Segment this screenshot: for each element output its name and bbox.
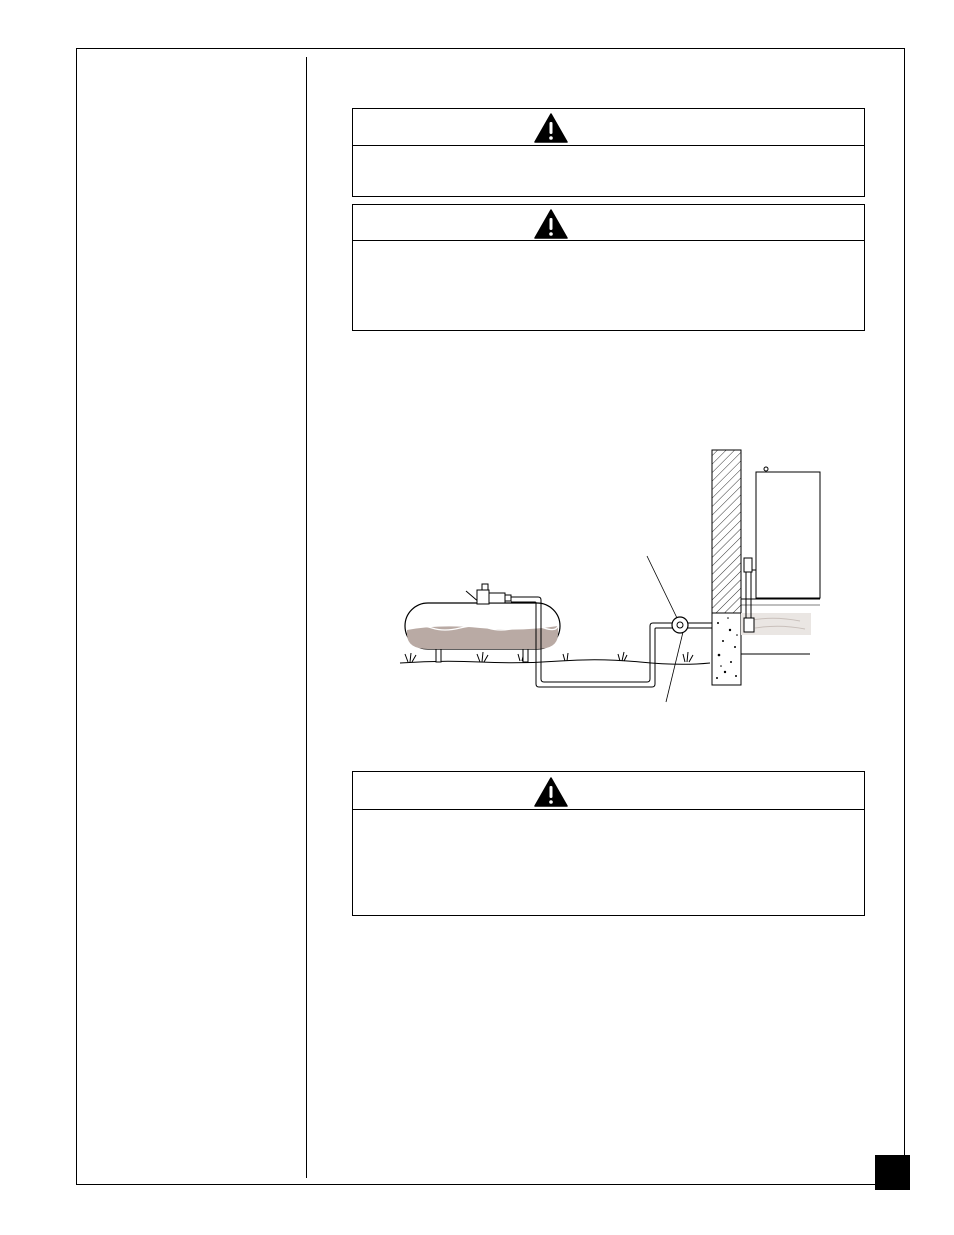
warning-box	[352, 204, 865, 331]
warning-text	[353, 146, 864, 158]
warning-triangle-icon	[534, 209, 568, 239]
warning-triangle-icon	[534, 777, 568, 807]
warning-box	[352, 771, 865, 916]
warning-text	[353, 810, 864, 822]
warning-header	[353, 205, 864, 241]
warning-text	[353, 241, 864, 253]
warning-header	[353, 109, 864, 146]
warning-triangle-icon	[534, 113, 568, 143]
propane-tank-gas-line-icon	[380, 448, 840, 708]
warning-box	[352, 108, 865, 197]
column-divider	[306, 57, 307, 1178]
tank-valve	[466, 584, 511, 604]
propane-tank	[405, 603, 560, 649]
page-number	[875, 1155, 910, 1190]
heater-appliance	[756, 472, 820, 598]
warning-header	[353, 772, 864, 810]
